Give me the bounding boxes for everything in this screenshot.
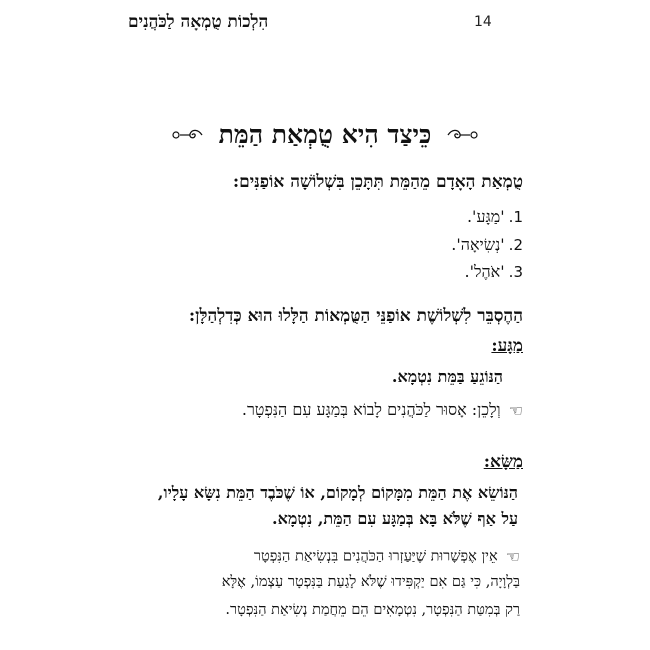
explanation-intro: הַהֶסְבֵּר לִשְׁלוֹשֶׁת אוֹפַנֵּי הַטֻּמְאוֹת הַלָּלוּ הוּא כְּדִלְהַלָּן: [188, 306, 523, 326]
carrying-note-line [254, 547, 520, 566]
pointing-hand-icon: ☜ [505, 547, 520, 566]
page-number: 14 [474, 14, 492, 30]
list-item [465, 262, 524, 282]
list-item-text: 'נְשִׂיאָה'. [451, 235, 505, 254]
subsection-heading-contact: מַגָּע: [491, 336, 523, 356]
section-heading [0, 120, 650, 150]
pointing-hand-icon: ☜ [508, 401, 523, 420]
list-item [451, 235, 523, 255]
swirl-ornament-icon [446, 127, 480, 143]
running-header: הִלְכוֹת טֻמְאָה לַכֹּהֲנִים [128, 12, 269, 32]
subsection-heading-carrying: מַשָּׂא: [483, 452, 523, 472]
list-item-number: 3. [508, 263, 523, 281]
contact-note [242, 400, 523, 420]
list-item-text: 'אֹהֶל'. [464, 262, 505, 281]
contact-body: הַנּוֹגֵעַ בַּמֵּת נִטְמָא. [391, 367, 503, 386]
list-item-number: 2. [508, 236, 523, 254]
carrying-body-line: עַל אַף שֶׁלֹּא בָּא בְּמַגָּע עִם הַמֵּת, נִטְמָא. [272, 509, 518, 528]
carrying-note-line: בַּלְוָיָה, כִּי גַּם אִם יַקְפִּידוּ שֶׁלֹּא לָגַעַת בַּנִּפְטָר עַצְמוֹ, אֶלָּא [221, 574, 520, 590]
swirl-ornament-icon [170, 127, 204, 143]
section-title: כֵּיצַד הִיא טֻמְאַת הַמֵּת [218, 120, 432, 149]
list-item [467, 207, 523, 227]
intro-paragraph: טֻמְאַת הָאָדָם מֵהַמֵּת תִּתָּכֵן בִּשְׁלוֹשָׁה אוֹפַנִּים: [232, 172, 523, 192]
carrying-body-line: הַנּוֹשֵׂא אֶת הַמֵּת מִמָּקוֹם לְמָקוֹם, אוֹ שֶׁכֹּבֶד הַמֵּת נִשָּׂא עָלָיו, [157, 483, 518, 502]
carrying-note-line: רַק בְּמִטַּת הַנִּפְטָר, נִטְמָאִים הֵם מֵחֲמַת נְשִׂיאַת הַנִּפְטָר. [225, 602, 520, 618]
list-item-text: 'מַגָּע'. [466, 207, 505, 226]
carrying-note-text: אֵין אֶפְשָׁרוּת שֶׁיַּעַזְרוּ הַכֹּהֲנִים בִּנְשִׂיאַת הַנִּפְטָר [253, 548, 498, 565]
list-item-number: 1. [508, 208, 523, 226]
contact-note-text: וְלָכֵן: אָסוּר לַכֹּהֲנִים לָבוֹא בְּמַגָּע עִם הַנִּפְטָר. [241, 400, 501, 419]
